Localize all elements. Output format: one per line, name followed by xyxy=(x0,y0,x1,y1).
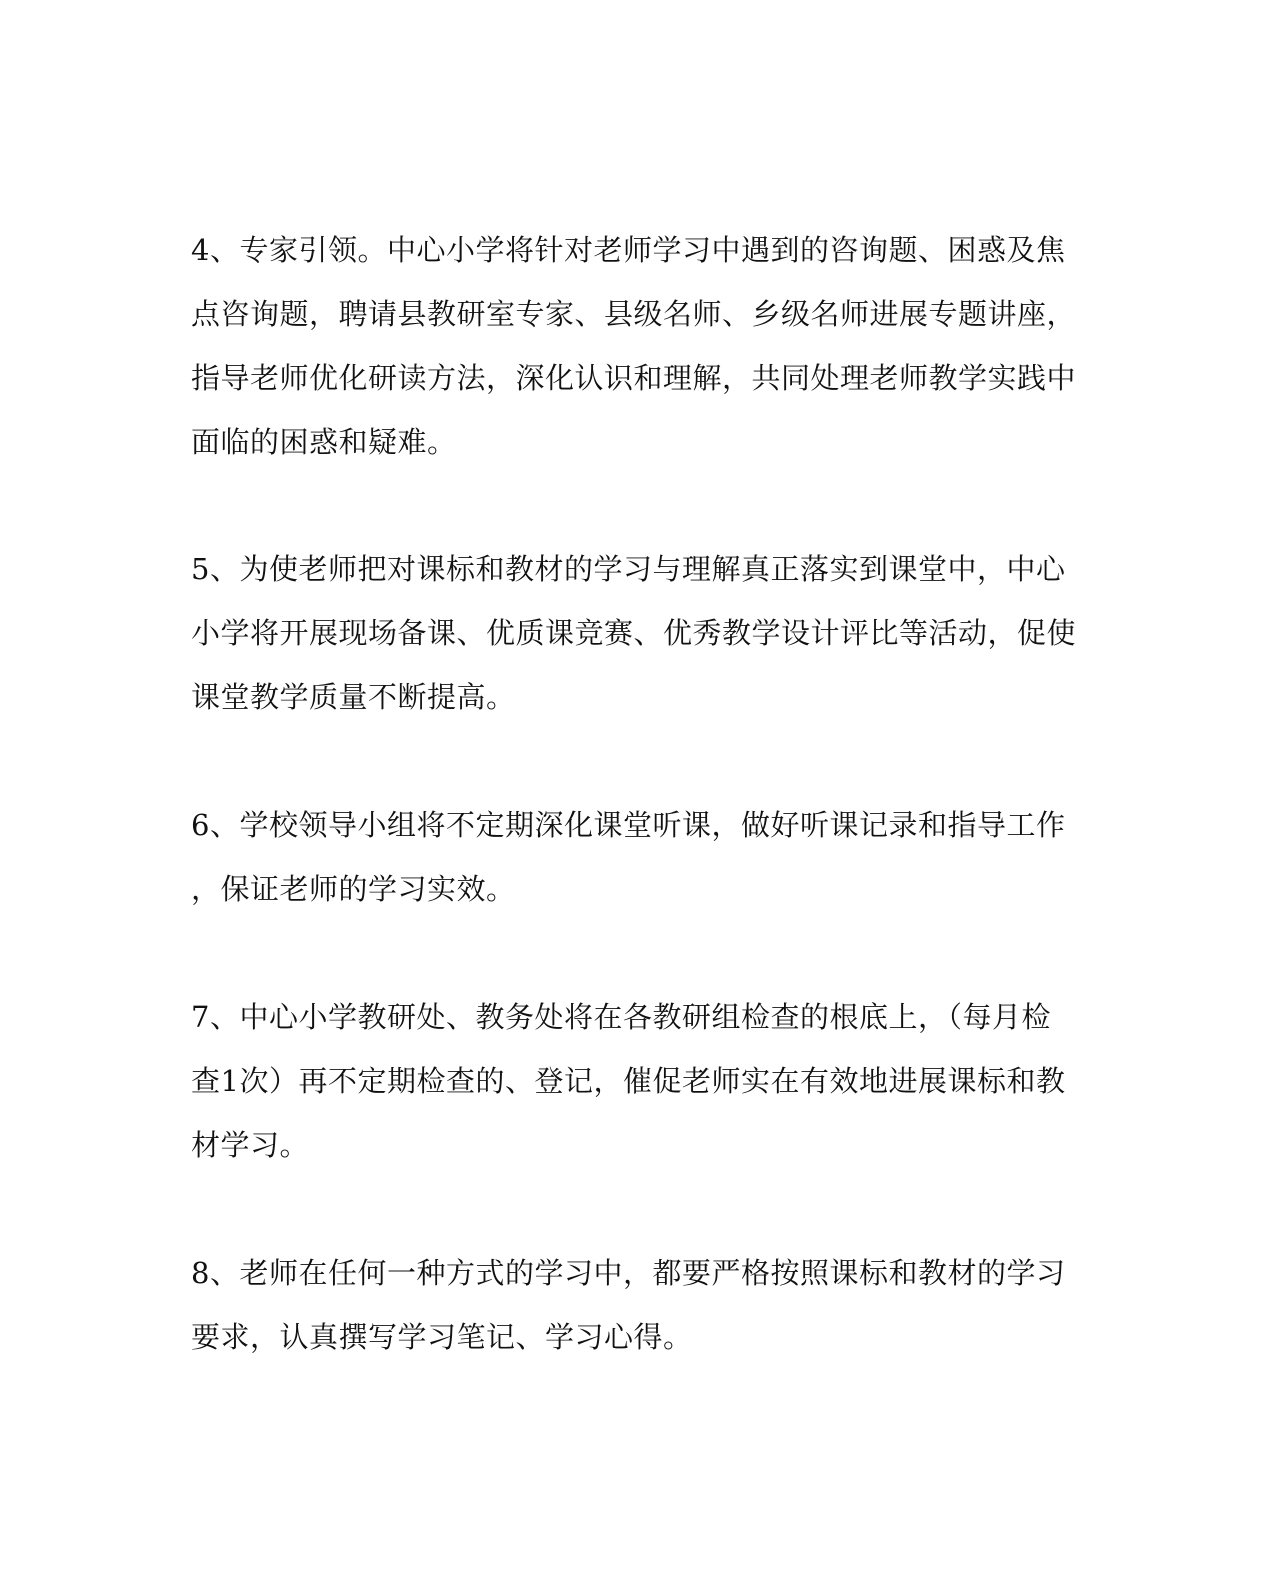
paragraph-line: 面临的困惑和疑难。 xyxy=(191,425,457,459)
paragraph-line: 材学习。 xyxy=(191,1128,310,1162)
paragraph-line: 要求，认真撰写学习笔记、学习心得。 xyxy=(191,1320,693,1354)
paragraph-line: 8、老师在任何一种方式的学习中，都要严格按照课标和教材的学习 xyxy=(191,1256,1066,1290)
paragraph-item-4 xyxy=(191,218,1077,474)
paragraph-line: 查1次）再不定期检查的、登记，催促老师实在有效地进展课标和教 xyxy=(191,1064,1066,1098)
paragraph-line: 课堂教学质量不断提高。 xyxy=(191,680,516,714)
paragraph-item-6 xyxy=(191,793,1071,921)
paragraph-item-5 xyxy=(191,537,1077,729)
paragraph-line: 小学将开展现场备课、优质课竞赛、优秀教学设计评比等活动，促使 xyxy=(191,616,1077,650)
paragraph-item-8 xyxy=(191,1241,1071,1369)
paragraph-line: 点咨询题，聘请县教研室专家、县级名师、乡级名师进展专题讲座， xyxy=(191,297,1077,331)
paragraph-line: 5、为使老师把对课标和教材的学习与理解真正落实到课堂中，中心 xyxy=(191,552,1066,586)
paragraph-line: 指导老师优化研读方法，深化认识和理解，共同处理老师教学实践中 xyxy=(191,361,1077,395)
paragraph-line: 4、专家引领。中心小学将针对老师学习中遇到的咨询题、困惑及焦 xyxy=(191,233,1066,267)
paragraph-line: 6、学校领导小组将不定期深化课堂听课，做好听课记录和指导工作 xyxy=(191,808,1066,842)
paragraph-item-7 xyxy=(191,985,1071,1177)
paragraph-line: 7、中心小学教研处、教务处将在各教研组检查的根底上，（每月检 xyxy=(191,1000,1051,1034)
paragraph-line: ，保证老师的学习实效。 xyxy=(191,872,516,906)
